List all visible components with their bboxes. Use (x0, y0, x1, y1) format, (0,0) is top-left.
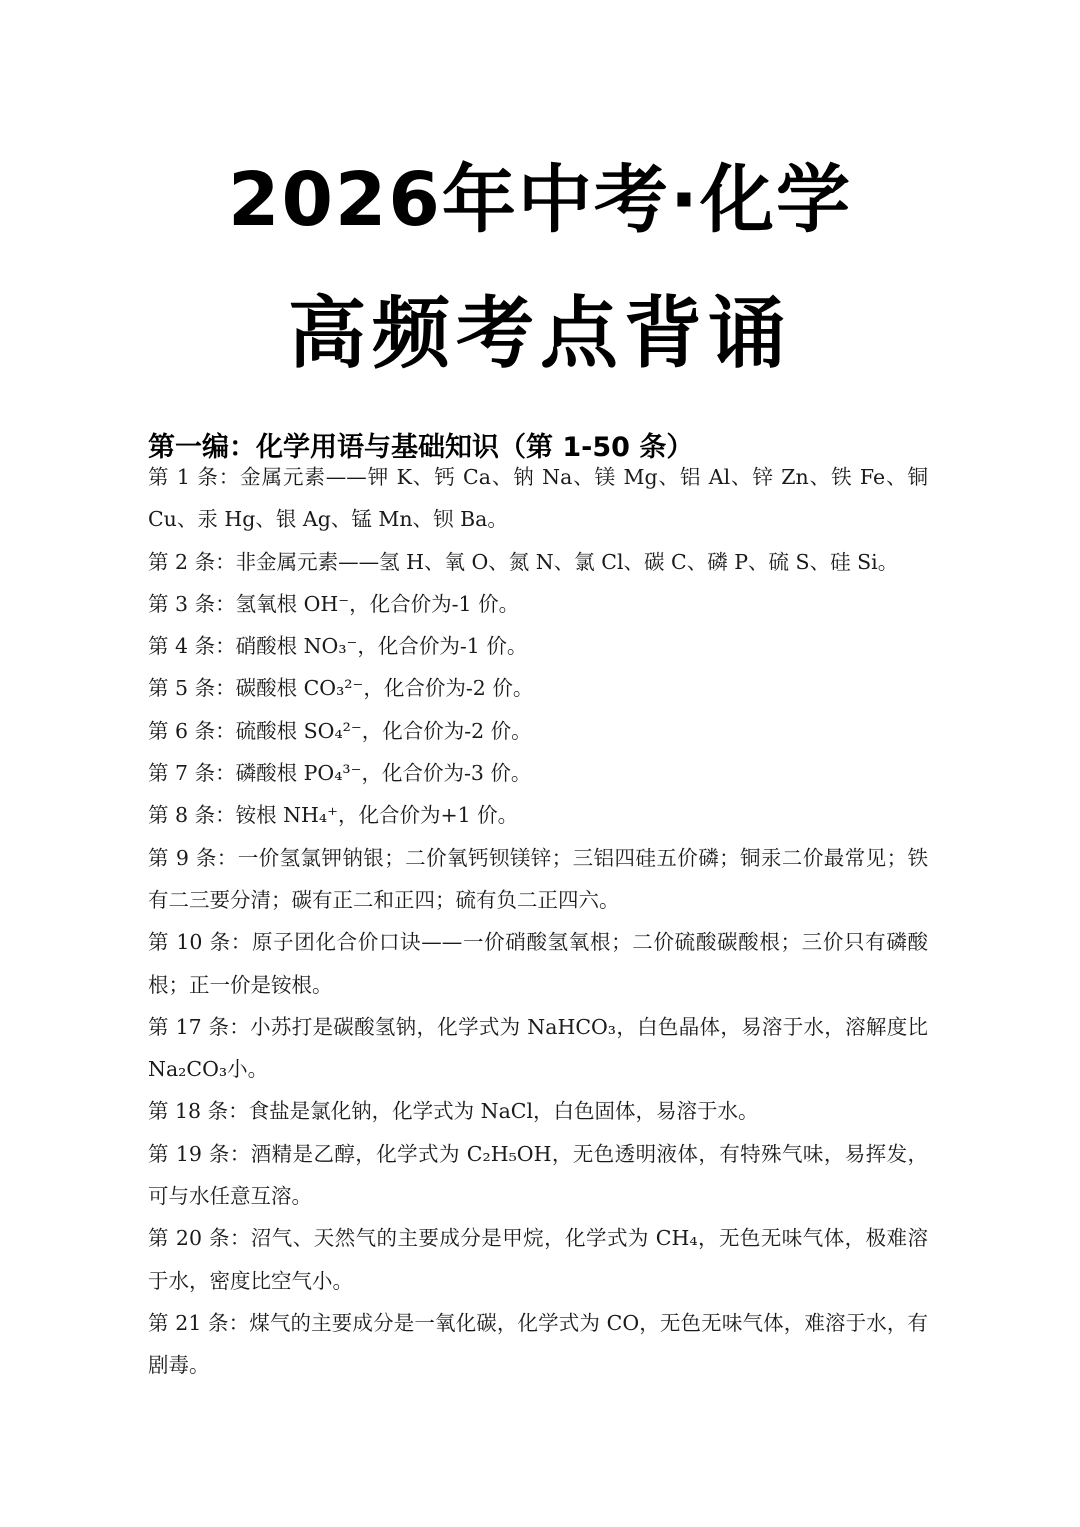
list-item: 第 19 条：酒精是乙醇，化学式为 C₂H₅OH，无色透明液体，有特殊气味，易挥发，可与水任意互溶。 (148, 1141, 928, 1209)
list-item: 第 21 条：煤气的主要成分是一氧化碳，化学式为 CO，无色无味气体，难溶于水，有剧毒。 (148, 1310, 928, 1378)
document-title-line-1: 2026年中考·化学 (227, 157, 853, 243)
list-item: 第 18 条：食盐是氯化钠，化学式为 NaCl，白色固体，易溶于水。 (148, 1099, 759, 1124)
document-title-line-2: 高频考点背诵 (287, 289, 792, 379)
list-item: 第 10 条：原子团化合价口诀——一价硝酸氢氧根；二价硫酸碳酸根；三价只有磷酸根；正一价是铵根。 (148, 930, 928, 997)
list-item: 第 2 条：非金属元素——氢 H、氧 O、氮 N、氯 Cl、碳 C、磷 P、硫 S、硅 Si。 (148, 549, 899, 574)
list-item: 第 8 条：铵根 NH₄⁺，化合价为+1 价。 (148, 803, 519, 828)
section-heading: 第一编：化学用语与基础知识（第 1-50 条） (148, 432, 694, 464)
list-item: 第 7 条：磷酸根 PO₄³⁻，化合价为-3 价。 (148, 761, 532, 786)
list-item: 第 9 条：一价氢氯钾钠银；二价氧钙钡镁锌；三铝四硅五价磷；铜汞二价最常见；铁有二三要分清；碳有正二和正四；硫有负二正四六。 (148, 845, 928, 912)
list-item: 第 6 条：硫酸根 SO₄²⁻，化合价为-2 价。 (148, 718, 532, 743)
list-item: 第 4 条：硝酸根 NO₃⁻，化合价为-1 价。 (148, 634, 528, 659)
list-item: 第 3 条：氢氧根 OH⁻，化合价为-1 价。 (148, 591, 520, 616)
list-item: 第 5 条：碳酸根 CO₃²⁻，化合价为-2 价。 (148, 676, 534, 701)
list-item: 第 1 条：金属元素——钾 K、钙 Ca、钠 Na、镁 Mg、铝 Al、锌 Zn、铁 Fe、铜 Cu、汞 Hg、银 Ag、锰 Mn、钡 Ba。 (148, 465, 928, 532)
list-item: 第 20 条：沼气、天然气的主要成分是甲烷，化学式为 CH₄，无色无味气体，极难溶于水，密度比空气小。 (148, 1226, 928, 1293)
list-item: 第 17 条：小苏打是碳酸氢钠，化学式为 NaHCO₃，白色晶体，易溶于水，溶解度比 Na₂CO₃小。 (148, 1014, 928, 1082)
knowledge-point-list (148, 456, 928, 1387)
